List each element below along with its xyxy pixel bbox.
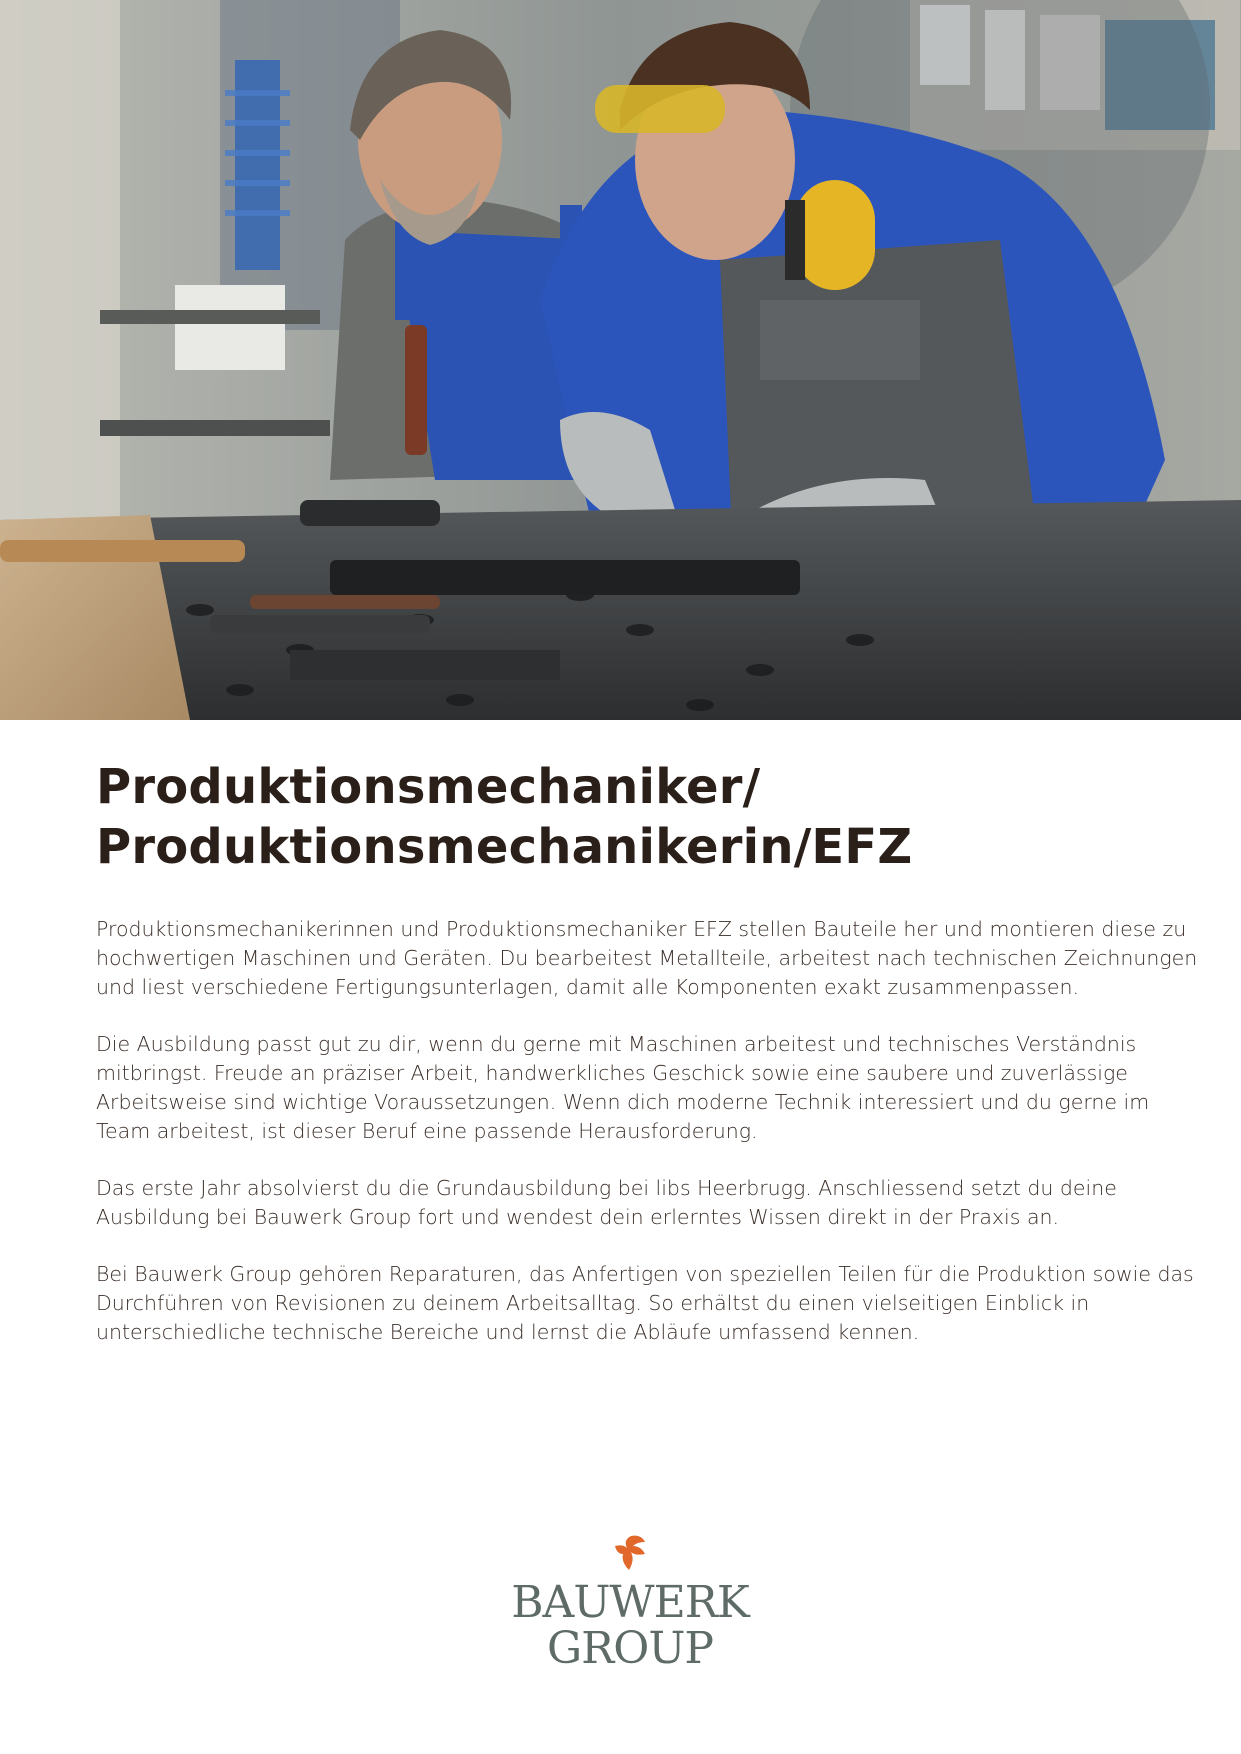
leaf-icon	[611, 1532, 649, 1574]
paragraph-daily-work: Bei Bauwerk Group gehören Reparaturen, das Anfertigen von speziellen Teilen für die Produktion sowie das Durchführen von Revisionen zu deinem Arbeitsalltag. So erhältst du einen vielseitigen Einblick in unterschiedliche technische Bereiche und lernst die Abläufe umfassend kennen.	[96, 1262, 1194, 1344]
hero-photo	[0, 0, 1241, 720]
paragraph-training: Das erste Jahr absolvierst du die Grundausbildung bei libs Heerbrugg. Anschliessend setzt du deine Ausbildung bei Bauwerk Group fort und wendest dein erlerntes Wissen direkt in der Praxis an.	[96, 1176, 1117, 1229]
logo-word-group: GROUP	[546, 1623, 714, 1674]
page-title	[96, 757, 1156, 877]
bauwerk-group-logo	[500, 1532, 760, 1682]
workshop-illustration	[0, 0, 1241, 720]
description	[96, 915, 1206, 1375]
title-line-1: Produktionsmechaniker/	[96, 759, 761, 815]
title-line-2: Produktionsmechanikerin/EFZ	[96, 819, 913, 875]
paragraph-requirements: Die Ausbildung passt gut zu dir, wenn du gerne mit Maschinen arbeitest und technisches Verständnis mitbringst. Freude an präziser Arbeit, handwerkliches Geschick sowie eine saubere und zuverlässige Arbeitsweise sind wichtige Voraussetzungen. Wenn dich moderne Technik interessiert und du gerne im Team arbeitest, ist dieser Beruf eine passende Herausforderung.	[96, 1032, 1150, 1143]
paragraph-intro: Produktionsmechanikerinnen und Produktionsmechaniker EFZ stellen Bauteile her und montieren diese zu hochwertigen Maschinen und Geräten. Du bearbeitest Metallteile, arbeitest nach technischen Zeichnungen und liest verschiedene Fertigungsunterlagen, damit alle Komponenten exakt zusammenpassen.	[96, 917, 1198, 999]
logo-word-bauwerk: BAUWERK	[511, 1577, 749, 1628]
